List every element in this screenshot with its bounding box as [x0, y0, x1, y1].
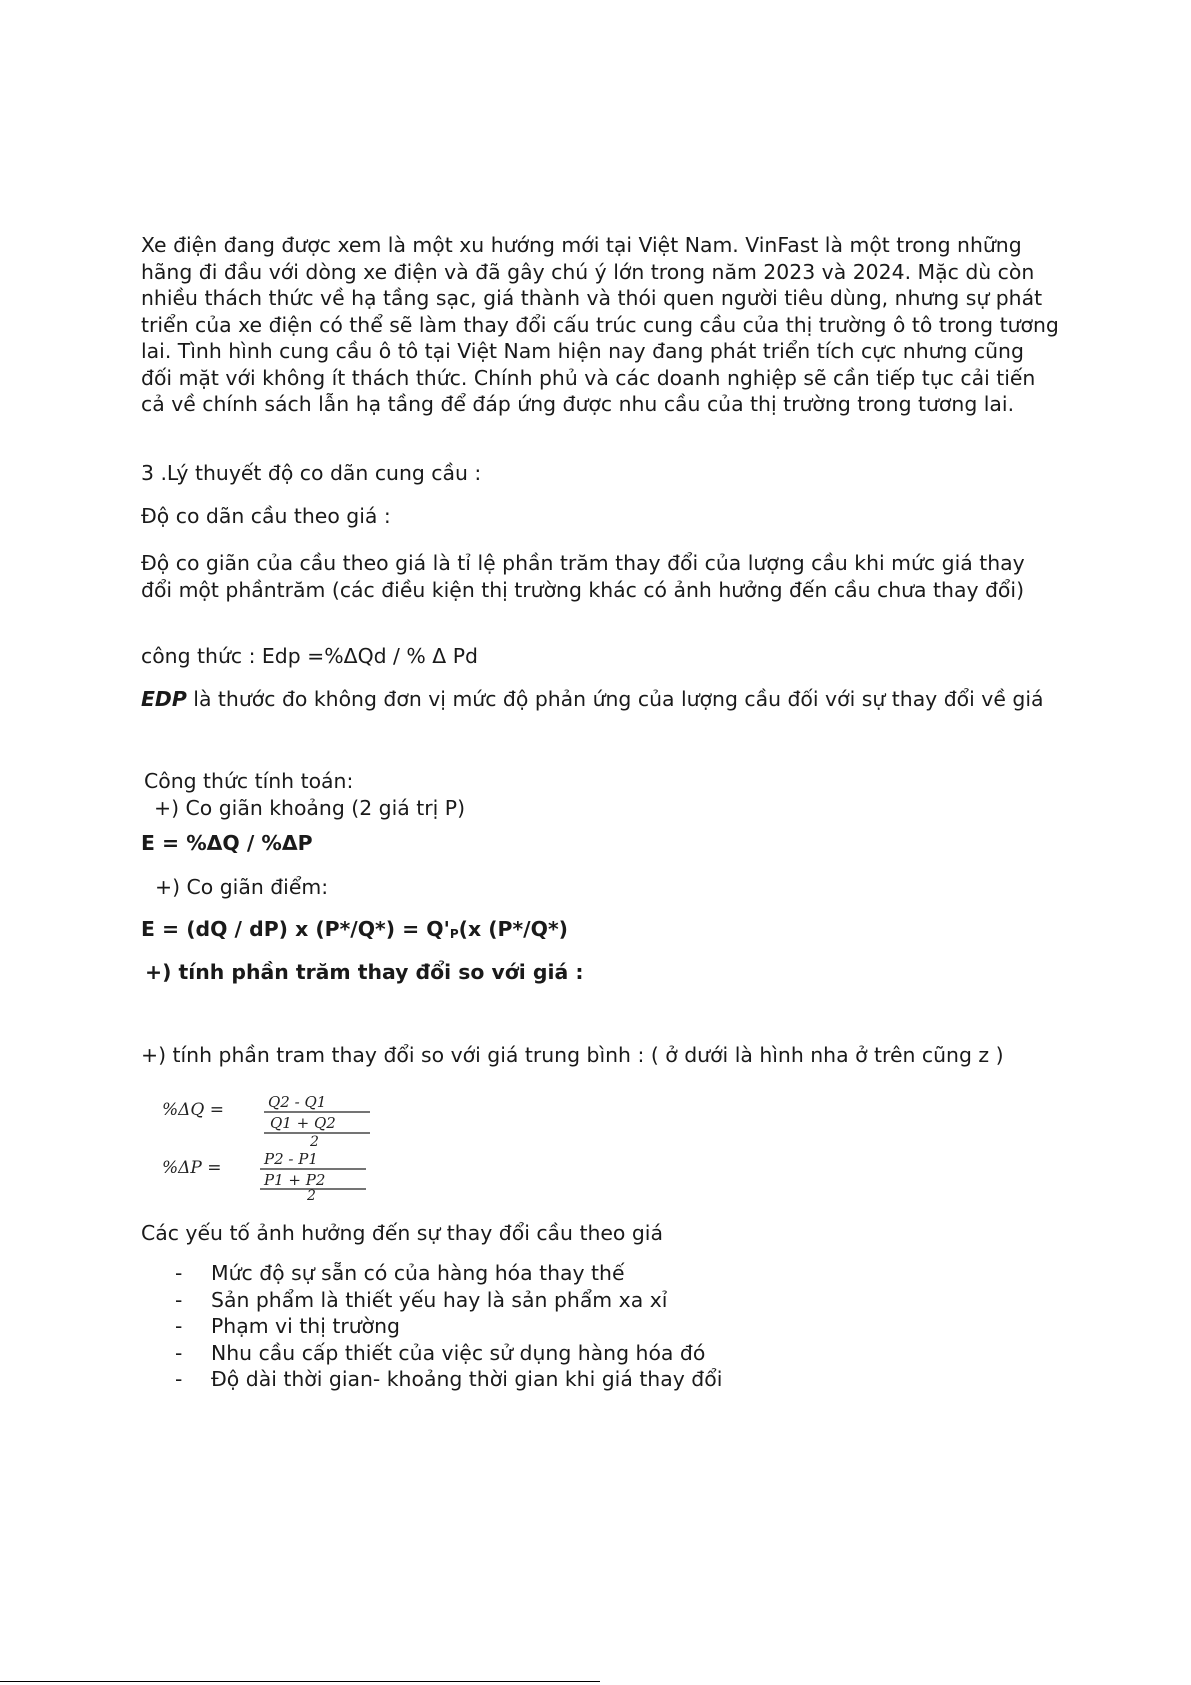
- list-item: - Sản phẩm là thiết yếu hay là sản phẩm xa xỉ: [175, 1287, 668, 1312]
- dq-lhs: %ΔQ =: [162, 1100, 225, 1120]
- factors-list: [175, 1260, 722, 1393]
- formula-point-part-b: (x (P*/Q*): [458, 917, 568, 941]
- calc-block: [144, 768, 1064, 821]
- calc-point-label: +) Co giãn điểm:: [155, 875, 329, 899]
- formula-point: [141, 916, 1061, 948]
- intro-paragraph: Xe điện đang được xem là một xu hướng mới tại Việt Nam. VinFast là một trong những hãng đi đầu với dòng xe điện và đã gây chú ý lớn trong năm 2023 và 2024. Mặc dù còn nhiều thách thức về hạ tầng sạc, giá thành và thói quen người tiêu dùng, nhưng sự phát triển của xe điện có thể sẽ làm thay đổi cấu trúc cung cầu của thị trường ô tô trong tương lai. Tình hình cung cầu ô tô tại Việt Nam hiện nay đang phát triển tích cực nhưng cũng đối mặt với không ít thách thức. Chính phủ và các doanh nghiệp sẽ cần tiếp tục cải tiến cả về chính sách lẫn hạ tầng để đáp ứng được nhu cầu của thị trường trong tương lai.: [141, 233, 1059, 416]
- factors-heading: Các yếu tố ảnh hưởng đến sự thay đổi cầu theo giá: [141, 1221, 663, 1245]
- section-heading: 3 .Lý thuyết độ co dãn cung cầu :: [141, 461, 482, 485]
- dp-divisor: 2: [307, 1188, 316, 1200]
- list-item: - Phạm vi thị trường: [175, 1314, 400, 1338]
- percent-change-average: +) tính phần tram thay đổi so với giá trung bình : ( ở dưới là hình nha ở trên cũng z ): [141, 1043, 1004, 1067]
- page-bottom-rule: [0, 1681, 600, 1682]
- definition-paragraph: Độ co giãn của cầu theo giá là tỉ lệ phần trăm thay đổi của lượng cầu khi mức giá thay đổi một phầntrăm (các điều kiện thị trường khác có ảnh hưởng đến cầu chưa thay đổi): [141, 551, 1025, 602]
- dp-denominator: P1 + P2: [264, 1171, 326, 1189]
- dq-numerator: Q2 - Q1: [268, 1093, 327, 1111]
- formula-point-subscript: P: [449, 927, 459, 941]
- percent-change-price: +) tính phần trăm thay đổi so với giá :: [145, 960, 584, 984]
- edp-description: là thước đo không đơn vị mức độ phản ứng của lượng cầu đối với sự thay đổi về giá: [186, 687, 1044, 711]
- dp-lhs: %ΔP =: [162, 1158, 222, 1178]
- list-item: - Mức độ sự sẵn có của hàng hóa thay thế: [175, 1261, 625, 1285]
- dq-denominator: Q1 + Q2: [270, 1114, 336, 1132]
- formula-line: công thức : Edp =%ΔQd / % Δ Pd: [141, 644, 478, 668]
- subheading: Độ co dãn cầu theo giá :: [141, 504, 391, 528]
- formula-arc: E = %ΔQ / %ΔP: [141, 831, 313, 855]
- dq-divisor: 2: [310, 1134, 319, 1150]
- formula-point-part-a: E = (dQ / dP) x (P*/Q*) = Q': [141, 917, 450, 941]
- edp-term: EDP: [141, 687, 187, 711]
- dp-numerator: P2 - P1: [264, 1150, 318, 1168]
- edp-paragraph: [141, 686, 1061, 713]
- calc-heading: Công thức tính toán:: [144, 769, 354, 793]
- list-item: - Nhu cầu cấp thiết của việc sử dụng hàng hóa đó: [175, 1340, 706, 1365]
- list-item: - Độ dài thời gian- khoảng thời gian khi giá thay đổi: [175, 1367, 723, 1391]
- percent-change-formula-image: [160, 1090, 390, 1200]
- calc-arc-label: +) Co giãn khoảng (2 giá trị P): [154, 795, 466, 820]
